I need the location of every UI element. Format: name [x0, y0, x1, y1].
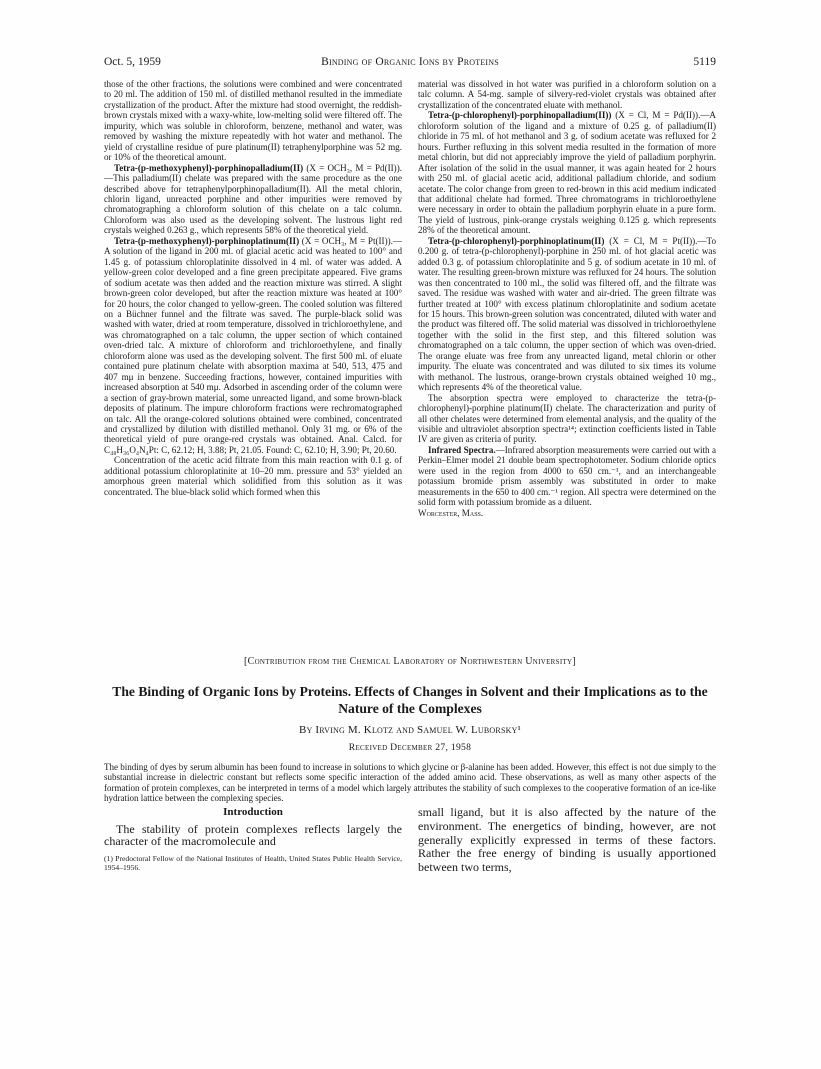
paragraph: Tetra-(p-methoxyphenyl)-porphinopalladium(II) (X = OCH₃, M = Pd(II)).—This palladium(II) chelate was prepared with the same procedure as the one described above for tetraphenylporphinopalladium(II). All the metal chlorin, chlorin ligand, unreacted porphine and other impurities were removed by chromatographing a chloroform solution of this chelate on a talc column. Chloroform was also used as the developing solvent. The lustrous light red crystals weighed 0.263 g., which represents 58% of the theoretical yield.	[104, 162, 402, 236]
issue-date: Oct. 5, 1959	[104, 56, 161, 68]
paragraph: material was dissolved in hot water was purified in a chloroform solution on a talc column. A 54-mg. sample of silvery-red-violet crystals was obtained after crystallization of the concentrated eluate with methanol.	[418, 79, 716, 110]
received-date: Received December 27, 1958	[348, 742, 472, 753]
paragraph-lead: Tetra-(p-chlorophenyl)-porphinoplatinum(II)	[428, 235, 605, 246]
paragraph-lead: Tetra-(p-chlorophenyl)-porphinopalladium(II))	[428, 110, 612, 121]
running-title: Binding of Organic Ions by Proteins	[321, 56, 499, 68]
intro-right-text: small ligand, but it is also affected by the nature of the environment. The energetics of binding, however, are not generally explicitly expressed in terms of these factors. Rather the free energy of binding is usually apportioned between two terms,	[418, 805, 716, 875]
page-number: 5119	[693, 56, 716, 68]
paragraph: Tetra-(p-chlorophenyl)-porphinoplatinum(II) (X = Cl, M = Pt(II)).—To 0.200 g. of tetra-(p-chlorophenyl)-porphine in 250 ml. of hot glacial acetic was added 0.3 g. of potassium chloroplatinite and 5 g. of sodium acetate in 10 ml. of water. The resulting green-brown mixture was refluxed for 24 hours. The solution was then concentrated to 100 ml., the solid was filtered off, and the filtrate was saved. The residue was washed with water and air-dried. The green filtrate was further treated at 100° with excess platinum chloroplatinite and sodium acetate for 15 hours. This brown-green solution was concentrated, diluted with water and the product was filtered off. The solid material was dissolved in trichloroethylene together with the solid in the first step, and this filtered solution was chromatographed on a talc column, the upper section of which was oven-dried. The orange eluate was free from any unreacted ligand, metal chlorin or other impurity. The eluate was concentrated and was diluted to six times its volume with methanol. The lustrous, orange-brown crystals obtained weighed 10 mg., which represents 4% of the theoretical value.	[418, 235, 716, 393]
author-line: By Irving M. Klotz and Samuel W. Luborsky¹	[298, 724, 522, 736]
page-header	[104, 56, 716, 72]
paragraph: Infrared Spectra.—Infrared absorption measurements were carried out with a Perkin–Elmer model 21 double beam spectrophotometer. Sodium chloride optics were used in the region from 4000 to 650 cm.⁻¹, and an interchangeable potassium bromide prism assembly was substituted in order to make measurements in the 650 to 400 cm.⁻¹ region. All spectra were determined on the solid form with potassium bromide as a diluent.	[418, 444, 716, 508]
left-column	[104, 79, 402, 497]
section-heading: Introduction	[223, 806, 283, 818]
article-title: The Binding of Organic Ions by Proteins. Effects of Changes in Solvent and their Implications as to the Nature of the Complexes	[112, 684, 708, 716]
paragraph-lead: Infrared Spectra.	[428, 444, 496, 455]
paragraph: Tetra-(p-methoxyphenyl)-porphinoplatinum(II) (X = OCH₃, M = Pt(II)).—A solution of the ligand in 200 ml. of glacial acetic acid was heated to 100° and 1.45 g. of potassium chloroplatinite dissolved in 4 ml. of water was added. A yellow-green color developed and a fine green precipitate appeared. Five grams of sodium acetate was then added and the reaction mixture was stirred. A slight brown-green color developed, but after the reaction mixture was heated at 100° for 20 hours, the color changed to yellow-green. The cooled solution was filtered on a Büchner funnel and the filtrate was saved. The purple-black solid was washed with water, dried at room temperature, dissolved in trichloroethylene, and was chromatographed on a talc column, the upper section of which contained oven-dried talc. A mixture of chloroform and trichloroethylene, and finally chloroform alone was used as the developing solvent. The first 500 ml. of eluate contained pure platinum chelate with absorption maxima at 540, 513, 475 and 407 mμ in benzene. Succeeding fractions, however, contained impurities with increased absorption at 540 mμ. Adsorbed in ascending order of the column were a section of gray-brown material, some unreacted ligand, and some brown-black deposits of platinum. The impure chloroform fractions were rechromatographed on talc. All the orange-colored solutions obtained were combined, concentrated and crystallized by dilution with distilled methanol. Only 31 mg. or 6% of the theoretical yield of pure orange-red crystals was obtained. Anal. Calcd. for C₄₈H₃₆O₄N₄Pt: C, 62.12; H, 3.88; Pt, 21.05. Found: C, 62.10; H, 3.90; Pt, 20.60.	[104, 235, 402, 455]
contribution-line: [Contribution from the Chemical Laboratory of Northwestern University]	[243, 656, 577, 667]
paragraph: Tetra-(p-chlorophenyl)-porphinopalladium(II)) (X = Cl, M = Pd(II)).—A chloroform solution of the ligand and a mixture of 0.25 g. of palladium(II) chloride in 75 ml. of hot methanol and 3 g. of sodium acetate was refluxed for 2 hours. Further refluxing in this solvent media resulted in the formation of more metal chlorin, but did not appreciably improve the yield of palladium porphyrin. After isolation of the solid in the usual manner, it was again heated for 2 hours with 250 ml. of glacial acetic acid, additional palladium chloride, and sodium acetate. The color change from green to red-brown in this acid medium indicated that additional chelate had formed. Three chromatograms in trichloroethylene were necessary in order to obtain the palladium porphyrin eluate in a pure form. The yield of lustrous, pink-orange crystals weighing 0.125 g. which represents 28% of the theoretical amount.	[418, 110, 716, 236]
right-column	[418, 79, 716, 518]
abstract: The binding of dyes by serum albumin has been found to increase in solutions to which glycine or β-alanine has been added. However, this effect is not due simply to the substantial increase in dielectric constant but reflects some specific interaction of the added amino acid. These observations, as well as many other aspects of the formation of protein complexes, can be interpreted in terms of a model which largely attributes the stability of such complexes to the cooperative formation of an ice-like hydration lattice between the complexing species.	[104, 762, 716, 803]
paragraph: The absorption spectra were employed to characterize the tetra-(p-chlorophenyl)-porphine platinum(II) chelate. The characterization and purity of all other chelates were determined from elemental analysis, and the quality of the visible and ultraviolet absorption spectra¹⁴; extinction coefficients listed in Table IV are given as criteria of purity.	[418, 392, 716, 445]
paragraph-lead: Tetra-(p-methoxyphenyl)-porphinopalladium(II)	[114, 162, 304, 173]
paragraph: those of the other fractions, the solutions were combined and were concentrated to 20 ml. The addition of 150 ml. of distilled methanol resulted in the immediate crystallization of the product. After the mixture had stood overnight, the reddish-brown crystals mixed with a waxy-white, low-melting solid were filtered off. The impurity, which was soluble in chloroform, benzene, methanol and water, was removed by washing the mixture repeatedly with hot water and methanol. The yield of crystalline residue of pure platinum(II) tetraphenylporphine was 52 mg. or 10% of the theoretical amount.	[104, 79, 402, 163]
signoff: Worcester, Mass.	[418, 507, 484, 518]
footnote: (1) Predoctoral Fellow of the National Institutes of Health, United States Public Health Service, 1954–1956.	[104, 854, 402, 872]
paragraph: Concentration of the acetic acid filtrate from this main reaction with 0.1 g. of additional potassium chloroplatinite at 10–20 mm. pressure and 53° yielded an amorphous green material which solidified from this solution as it was concentrated. The blue-black solid which formed when this	[104, 455, 402, 497]
intro-left-text: The stability of protein complexes reflects largely the character of the macromolecule and	[104, 822, 402, 849]
paragraph-lead: Tetra-(p-methoxyphenyl)-porphinoplatinum(II)	[114, 235, 300, 246]
